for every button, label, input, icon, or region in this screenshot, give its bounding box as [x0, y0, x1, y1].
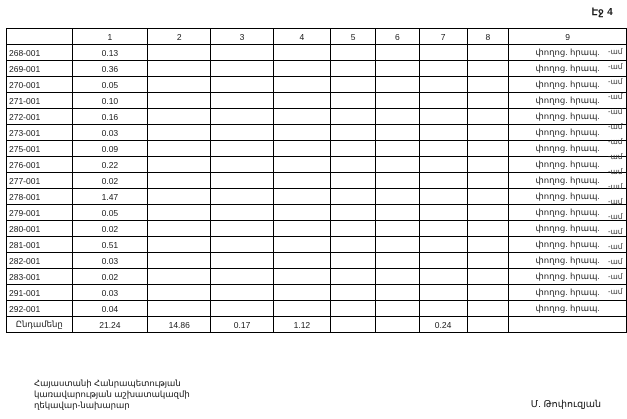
row-value-1: 0.02 — [72, 173, 148, 189]
row-value-6 — [376, 301, 419, 317]
row-note: փողոց. հրապ. — [509, 61, 627, 77]
row-value-4 — [273, 45, 330, 61]
row-value-2 — [148, 237, 211, 253]
row-value-1: 1.47 — [72, 189, 148, 205]
footer-line-1: Հայաստանի Հանրապետության — [34, 378, 181, 388]
row-value-4 — [273, 237, 330, 253]
row-value-1: 0.13 — [72, 45, 148, 61]
row-value-3 — [211, 237, 274, 253]
row-value-4 — [273, 93, 330, 109]
row-value-3 — [211, 77, 274, 93]
row-value-2 — [148, 285, 211, 301]
row-value-6 — [376, 109, 419, 125]
row-value-8 — [467, 189, 509, 205]
row-value-3 — [211, 93, 274, 109]
row-value-2 — [148, 157, 211, 173]
row-value-4 — [273, 205, 330, 221]
column-header-8: 8 — [467, 29, 509, 45]
table-row — [7, 269, 627, 285]
row-code: 276-001 — [7, 157, 73, 173]
table-row — [7, 141, 627, 157]
row-value-4 — [273, 253, 330, 269]
row-value-7 — [419, 237, 467, 253]
row-code: 272-001 — [7, 109, 73, 125]
total-note — [509, 317, 627, 333]
column-header-6: 6 — [376, 29, 419, 45]
column-header-1: 1 — [72, 29, 148, 45]
row-value-4 — [273, 173, 330, 189]
row-value-7 — [419, 77, 467, 93]
table-total-row — [7, 317, 627, 333]
row-note: փողոց. հրապ. — [509, 173, 627, 189]
total-value-1: 21.24 — [72, 317, 148, 333]
right-margin-mark: -ամ — [608, 77, 623, 86]
right-margin-mark: -ամ — [608, 272, 623, 281]
row-note: փողոց. հրապ. — [509, 205, 627, 221]
row-value-1: 0.03 — [72, 285, 148, 301]
row-value-1: 0.03 — [72, 253, 148, 269]
table-row — [7, 109, 627, 125]
total-value-2: 14.86 — [148, 317, 211, 333]
row-value-5 — [330, 269, 375, 285]
footer-line-3: ղեկավար-նախարար — [34, 400, 130, 410]
row-value-2 — [148, 173, 211, 189]
row-value-4 — [273, 61, 330, 77]
table-row — [7, 301, 627, 317]
row-code: 282-001 — [7, 253, 73, 269]
row-value-2 — [148, 45, 211, 61]
row-value-8 — [467, 269, 509, 285]
row-note: փողոց. հրապ. — [509, 109, 627, 125]
row-value-2 — [148, 141, 211, 157]
row-value-8 — [467, 221, 509, 237]
row-value-5 — [330, 45, 375, 61]
row-value-7 — [419, 253, 467, 269]
row-value-8 — [467, 61, 509, 77]
row-note: փողոց. հրապ. — [509, 125, 627, 141]
table-row — [7, 45, 627, 61]
row-value-7 — [419, 221, 467, 237]
right-margin-mark: -ամ — [608, 152, 623, 161]
row-code: 292-001 — [7, 301, 73, 317]
row-value-3 — [211, 205, 274, 221]
row-value-5 — [330, 253, 375, 269]
row-value-1: 0.10 — [72, 93, 148, 109]
row-value-8 — [467, 109, 509, 125]
table-row — [7, 237, 627, 253]
row-value-8 — [467, 285, 509, 301]
row-value-6 — [376, 45, 419, 61]
row-value-3 — [211, 173, 274, 189]
row-value-5 — [330, 109, 375, 125]
row-value-1: 0.36 — [72, 61, 148, 77]
row-value-3 — [211, 269, 274, 285]
total-value-6 — [376, 317, 419, 333]
table-row — [7, 157, 627, 173]
row-value-4 — [273, 125, 330, 141]
row-value-1: 0.22 — [72, 157, 148, 173]
total-value-4: 1.12 — [273, 317, 330, 333]
table-row — [7, 93, 627, 109]
row-value-8 — [467, 205, 509, 221]
row-value-6 — [376, 205, 419, 221]
row-value-4 — [273, 189, 330, 205]
row-value-7 — [419, 125, 467, 141]
row-code: 280-001 — [7, 221, 73, 237]
row-note: փողոց. հրապ. — [509, 93, 627, 109]
row-value-1: 0.02 — [72, 221, 148, 237]
row-value-3 — [211, 61, 274, 77]
row-value-8 — [467, 301, 509, 317]
row-value-1: 0.09 — [72, 141, 148, 157]
right-margin-mark: -ամ — [608, 227, 623, 236]
table-row — [7, 77, 627, 93]
row-value-8 — [467, 141, 509, 157]
right-margin-mark: -ամ — [608, 137, 623, 146]
row-value-5 — [330, 77, 375, 93]
row-value-3 — [211, 285, 274, 301]
row-value-7 — [419, 205, 467, 221]
table-row — [7, 205, 627, 221]
row-note: փողոց. հրապ. — [509, 285, 627, 301]
right-margin-mark: -ամ — [608, 107, 623, 116]
column-header-7: 7 — [419, 29, 467, 45]
row-value-5 — [330, 125, 375, 141]
row-value-8 — [467, 173, 509, 189]
row-value-1: 0.04 — [72, 301, 148, 317]
column-header-2: 2 — [148, 29, 211, 45]
column-header-9: 9 — [509, 29, 627, 45]
row-code: 279-001 — [7, 205, 73, 221]
row-code: 283-001 — [7, 269, 73, 285]
row-value-8 — [467, 253, 509, 269]
row-note: փողոց. հրապ. — [509, 157, 627, 173]
row-value-6 — [376, 173, 419, 189]
row-note: փողոց. հրապ. — [509, 77, 627, 93]
row-value-3 — [211, 253, 274, 269]
right-margin-mark: -ամ — [608, 257, 623, 266]
table-header — [7, 29, 627, 45]
row-note: փողոց. հրապ. — [509, 189, 627, 205]
row-code: 273-001 — [7, 125, 73, 141]
row-value-2 — [148, 109, 211, 125]
column-header-5: 5 — [330, 29, 375, 45]
row-value-8 — [467, 93, 509, 109]
row-value-2 — [148, 205, 211, 221]
row-value-7 — [419, 61, 467, 77]
row-value-2 — [148, 269, 211, 285]
table-row — [7, 61, 627, 77]
row-value-6 — [376, 253, 419, 269]
row-value-6 — [376, 77, 419, 93]
right-margin-mark: -ամ — [608, 182, 623, 191]
row-value-3 — [211, 221, 274, 237]
row-value-7 — [419, 109, 467, 125]
row-value-7 — [419, 157, 467, 173]
row-value-8 — [467, 125, 509, 141]
row-value-4 — [273, 301, 330, 317]
row-code: 277-001 — [7, 173, 73, 189]
table-row — [7, 173, 627, 189]
row-value-6 — [376, 125, 419, 141]
row-value-2 — [148, 221, 211, 237]
row-value-4 — [273, 109, 330, 125]
total-value-7: 0.24 — [419, 317, 467, 333]
row-value-7 — [419, 45, 467, 61]
row-value-6 — [376, 269, 419, 285]
row-note: փողոց. հրապ. — [509, 141, 627, 157]
row-value-5 — [330, 237, 375, 253]
row-value-7 — [419, 141, 467, 157]
row-code: 269-001 — [7, 61, 73, 77]
column-header-0 — [7, 29, 73, 45]
right-margin-marks — [608, 44, 626, 299]
row-code: 270-001 — [7, 77, 73, 93]
row-value-5 — [330, 189, 375, 205]
row-value-2 — [148, 253, 211, 269]
row-value-6 — [376, 61, 419, 77]
row-value-4 — [273, 285, 330, 301]
footer-line-2: կառավարության աշխատակազմի — [34, 389, 190, 399]
right-margin-mark: -ամ — [608, 122, 623, 131]
row-value-4 — [273, 141, 330, 157]
row-code: 275-001 — [7, 141, 73, 157]
row-value-2 — [148, 93, 211, 109]
row-value-5 — [330, 157, 375, 173]
row-value-1: 0.16 — [72, 109, 148, 125]
row-value-4 — [273, 269, 330, 285]
signature-name: Մ. Թոփուզյան — [530, 399, 601, 410]
row-note: փողոց. հրապ. — [509, 237, 627, 253]
right-margin-mark: -ամ — [608, 242, 623, 251]
row-value-5 — [330, 205, 375, 221]
row-code: 281-001 — [7, 237, 73, 253]
row-value-5 — [330, 93, 375, 109]
row-value-5 — [330, 285, 375, 301]
row-note: փողոց. հրապ. — [509, 301, 627, 317]
row-value-1: 0.51 — [72, 237, 148, 253]
row-value-5 — [330, 173, 375, 189]
right-margin-mark: -ամ — [608, 197, 623, 206]
row-code: 291-001 — [7, 285, 73, 301]
row-value-3 — [211, 301, 274, 317]
row-value-2 — [148, 189, 211, 205]
right-margin-mark: -ամ — [608, 47, 623, 56]
right-margin-mark: -ամ — [608, 167, 623, 176]
row-value-5 — [330, 301, 375, 317]
table-row — [7, 221, 627, 237]
row-value-3 — [211, 141, 274, 157]
row-code: 278-001 — [7, 189, 73, 205]
row-value-3 — [211, 109, 274, 125]
row-value-8 — [467, 157, 509, 173]
table-row — [7, 125, 627, 141]
row-note: փողոց. հրապ. — [509, 221, 627, 237]
right-margin-mark: -ամ — [608, 92, 623, 101]
row-value-3 — [211, 189, 274, 205]
row-value-7 — [419, 173, 467, 189]
row-value-6 — [376, 237, 419, 253]
row-value-4 — [273, 221, 330, 237]
row-value-2 — [148, 61, 211, 77]
table-body — [7, 45, 627, 333]
table-header-row — [7, 29, 627, 45]
row-value-7 — [419, 189, 467, 205]
row-value-1: 0.03 — [72, 125, 148, 141]
row-value-6 — [376, 221, 419, 237]
total-label: Ընդամենը — [7, 317, 73, 333]
row-value-6 — [376, 157, 419, 173]
row-value-7 — [419, 285, 467, 301]
row-value-8 — [467, 77, 509, 93]
total-value-5 — [330, 317, 375, 333]
row-value-3 — [211, 45, 274, 61]
row-value-3 — [211, 157, 274, 173]
row-value-3 — [211, 125, 274, 141]
row-value-7 — [419, 93, 467, 109]
land-data-table — [6, 28, 627, 333]
row-value-2 — [148, 301, 211, 317]
row-value-6 — [376, 285, 419, 301]
right-margin-mark: -ամ — [608, 287, 623, 296]
right-margin-mark: -ամ — [608, 212, 623, 221]
row-code: 271-001 — [7, 93, 73, 109]
row-code: 268-001 — [7, 45, 73, 61]
row-value-8 — [467, 45, 509, 61]
column-header-4: 4 — [273, 29, 330, 45]
row-value-1: 0.05 — [72, 77, 148, 93]
row-value-1: 0.05 — [72, 205, 148, 221]
row-value-4 — [273, 77, 330, 93]
row-value-7 — [419, 301, 467, 317]
row-value-6 — [376, 93, 419, 109]
row-value-5 — [330, 141, 375, 157]
page-number: Էջ 4 — [591, 7, 613, 18]
row-value-5 — [330, 61, 375, 77]
row-value-2 — [148, 77, 211, 93]
column-header-3: 3 — [211, 29, 274, 45]
row-value-1: 0.02 — [72, 269, 148, 285]
row-note: փողոց. հրապ. — [509, 269, 627, 285]
table-row — [7, 253, 627, 269]
row-value-5 — [330, 221, 375, 237]
right-margin-mark: -ամ — [608, 62, 623, 71]
table-row — [7, 189, 627, 205]
row-value-6 — [376, 141, 419, 157]
total-value-8 — [467, 317, 509, 333]
row-value-7 — [419, 269, 467, 285]
row-note: փողոց. հրապ. — [509, 45, 627, 61]
row-value-8 — [467, 237, 509, 253]
table-row — [7, 285, 627, 301]
row-value-2 — [148, 125, 211, 141]
row-note: փողոց. հրապ. — [509, 253, 627, 269]
row-value-6 — [376, 189, 419, 205]
row-value-4 — [273, 157, 330, 173]
total-value-3: 0.17 — [211, 317, 274, 333]
footer-block — [34, 378, 190, 411]
